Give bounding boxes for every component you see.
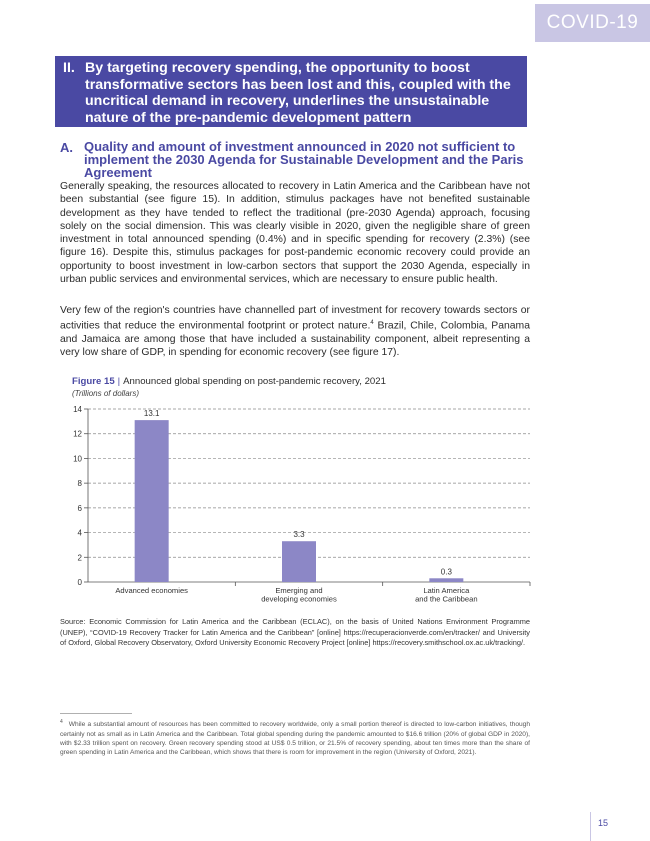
bar xyxy=(429,578,463,582)
y-tick-label: 2 xyxy=(77,553,82,563)
body-paragraph-2 xyxy=(60,304,530,360)
y-tick-label: 6 xyxy=(77,503,82,513)
bar xyxy=(135,420,169,582)
data-label: 13.1 xyxy=(143,409,160,419)
bar xyxy=(282,541,316,582)
figure-title-text: Announced global spending on post-pandemic recovery, 2021 xyxy=(123,376,386,387)
footnote-divider xyxy=(60,713,132,714)
section-number: II. xyxy=(63,60,75,76)
footnote xyxy=(60,718,530,758)
figure-label: Figure 15 xyxy=(72,376,115,387)
paragraph-2-text-a: Very few of the region's countries have channelled part of investment for recovery towards sectors or activities that reduce the environmental footprint or protect nature. xyxy=(60,305,530,332)
x-tick-label: and the Caribbean xyxy=(415,594,478,604)
y-tick-label: 4 xyxy=(77,528,82,538)
y-tick-label: 8 xyxy=(77,479,82,489)
body-paragraph-1: Generally speaking, the resources allocated to recovery in Latin America and the Caribbean have not been substantial (see figure 15). In addition, stimulus packages have not benefited sustainable development as they have tended to reflect the traditional (pre-2030 Agenda) approach, focusing solely on the social dimension. This was clearly visible in 2020, given the negligible share of green investment in total announced spending (0.4%) and in specific spending for recovery (2.3%) (see figure 16). Despite this, stimulus packages for post-pandemic economic recovery could provide an opportunity to boost investment in low-carbon sectors that support the 2030 Agenda, especially in urban public services and environmental services, which are necessary to ensure public health. xyxy=(60,181,530,286)
data-label: 3.3 xyxy=(293,530,305,540)
footnote-text: While a substantial amount of resources has been committed to recovery worldwide, only a small portion thereof is directed to low-carbon initiatives, though certainly not as small as in Latin America and the Caribbean. Total global spending during the pandemic amounted to $16.6 trillion (20% of global GDP in 2020), with $2.33 trillion spent on recovery. Green recovery spending stood at US$ 0.5 trillion, or 21.5% of recovery spending, about ten times more than the share of green spending in Latin America and the Caribbean, which shows that there is room for improvement in the region (University of Oxford, 2021). xyxy=(60,721,530,757)
section-heading xyxy=(55,56,527,127)
section-title: By targeting recovery spending, the opportunity to boost transformative sectors has been lost and this, coupled with the uncritical demand in recovery, underlines the unsustainable nature of the pre-pandemic development pattern xyxy=(85,60,511,126)
page-number-divider xyxy=(590,812,591,841)
header-tag: COVID-19 xyxy=(535,4,650,42)
figure-source: Source: Economic Commission for Latin America and the Caribbean (ECLAC), on the basis of United Nations Environment Programme (UNEP), “COVID-19 Recovery Tracker for Latin America and the Caribbean” [online] https://recuperacionverde.com/en/tracker/ and University of Oxford, Global Recovery Observatory, Oxford University Economic Recovery Project [online] https://recovery.smithschool.ox.ac.uk/tracking/. xyxy=(60,617,530,647)
y-tick-label: 10 xyxy=(73,454,82,464)
x-tick-label: developing economies xyxy=(261,594,337,604)
y-tick-label: 0 xyxy=(77,578,82,587)
page-number: 15 xyxy=(598,818,609,828)
footnote-marker: 4 xyxy=(60,719,63,725)
y-tick-label: 14 xyxy=(73,405,82,414)
subsection-letter: A. xyxy=(60,140,73,155)
y-tick-label: 12 xyxy=(73,429,82,439)
x-tick-label: Advanced economies xyxy=(115,586,188,595)
bar-chart xyxy=(60,400,540,610)
x-tick-label: Emerging and xyxy=(275,586,323,595)
paragraph-2-text-b: Brazil, Chile, Colombia, Panama and Jamaica are among those that have included a sustainability component, albeit representing a very low share of GDP, in spending for economic recovery (see figure 17). xyxy=(60,320,530,359)
footnote-ref[interactable]: 4 xyxy=(370,320,374,327)
figure-unit: (Trillions of dollars) xyxy=(72,389,139,398)
subsection-title: Quality and amount of investment announced in 2020 not sufficient to implement the 2030 Agenda for Sustainable Development and the Paris Agreement xyxy=(84,139,524,180)
x-tick-label: Latin America xyxy=(423,586,470,595)
data-label: 0.3 xyxy=(440,567,452,577)
figure-separator: | xyxy=(117,376,121,387)
figure-title xyxy=(72,376,386,387)
